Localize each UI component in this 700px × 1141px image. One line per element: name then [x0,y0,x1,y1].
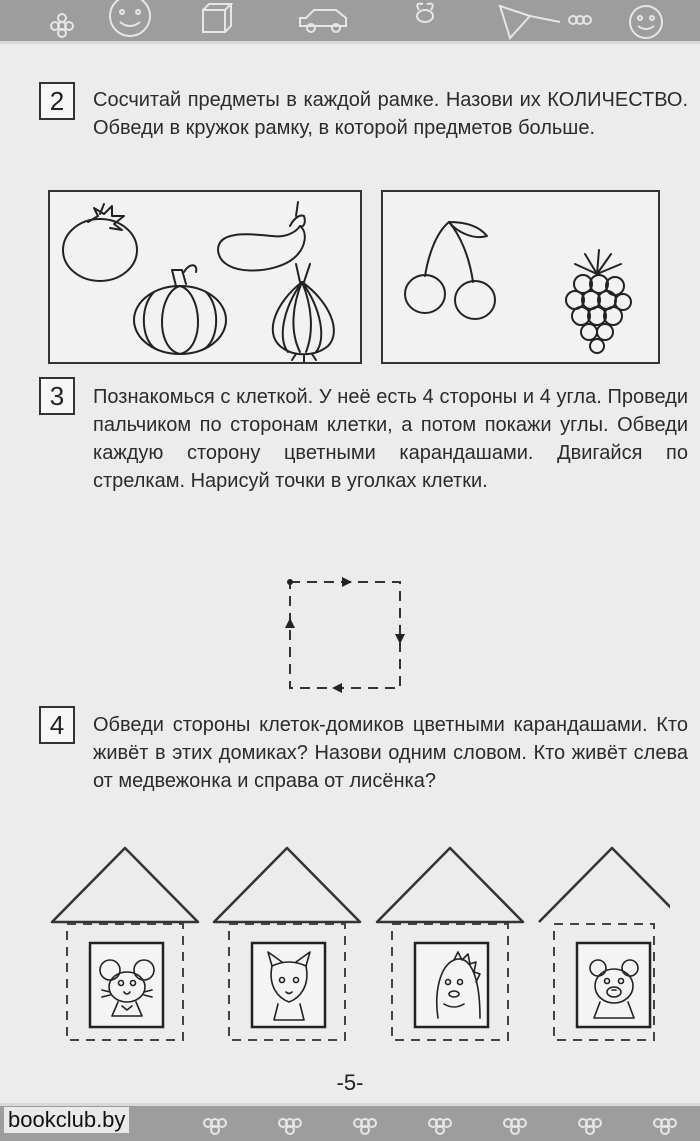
arrow-left-icon [332,683,342,693]
onion-icon [273,264,334,362]
arrow-up-icon [285,618,295,628]
task-4-number: 4 [39,706,75,744]
left-picture-frame[interactable] [48,190,362,364]
flower-icon [279,1119,301,1134]
kite-icon [500,6,560,38]
flower-icon [354,1119,376,1134]
smiley-face-icon [110,0,150,36]
flower-icon [654,1119,676,1134]
page-number: -5- [336,1070,364,1095]
flower-icon [204,1119,226,1134]
task-2-text: Сосчитай предметы в каждой рамке. Назови их КОЛИЧЕСТВО. Обведи в кружок рамку, в которой предметов больше. [93,89,688,139]
flower-icon [504,1119,526,1134]
left-frame-drawings [50,192,360,362]
task-2-number: 2 [39,82,75,120]
cube-icon [203,4,231,32]
bee-icon [417,4,433,22]
top-band-pattern [0,0,700,44]
right-frame-drawings [383,192,658,362]
car-icon [300,10,346,32]
house-window [90,943,163,1027]
corner-dot [287,579,293,585]
pumpkin-icon [134,265,226,354]
house-roof[interactable] [377,848,523,922]
task-3-number: 3 [39,377,75,415]
house-window [252,943,325,1027]
flower-icon [429,1119,451,1134]
house-roof[interactable] [539,848,670,922]
smiley-face-icon [630,6,662,38]
task-3-text: Познакомься с клеткой. У неё есть 4 стороны и 4 угла. Проведи пальчиком по сторонам клетки, а потом покажи углы. Обведи каждую сторону цветными карандашами. Двигайся по стрелкам. Нарисуй точки в уголках клетки. [93,386,688,492]
arrow-right-icon [342,577,352,587]
house-roof[interactable] [214,848,360,922]
top-decor-band [0,0,700,44]
arrow-down-icon [395,634,405,644]
tomato-icon [63,204,137,281]
flower-icon [569,16,591,24]
dashed-cell-with-arrows[interactable] [280,572,410,694]
flower-icon [579,1119,601,1134]
cherries-icon [405,222,495,319]
flower-icon [51,14,73,37]
house-roof[interactable] [52,848,198,922]
house-window [577,943,650,1027]
eggplant-icon [218,202,305,271]
houses-row [40,842,670,1054]
site-watermark: bookclub.by [4,1107,129,1133]
right-picture-frame[interactable] [381,190,660,364]
task-4-text: Обведи стороны клеток-домиков цветными карандашами. Кто живёт в этих домиках? Назови одним словом. Кто живёт слева от медвежонка и справа от лисёнка? [93,714,688,792]
raspberry-icon [566,250,631,353]
